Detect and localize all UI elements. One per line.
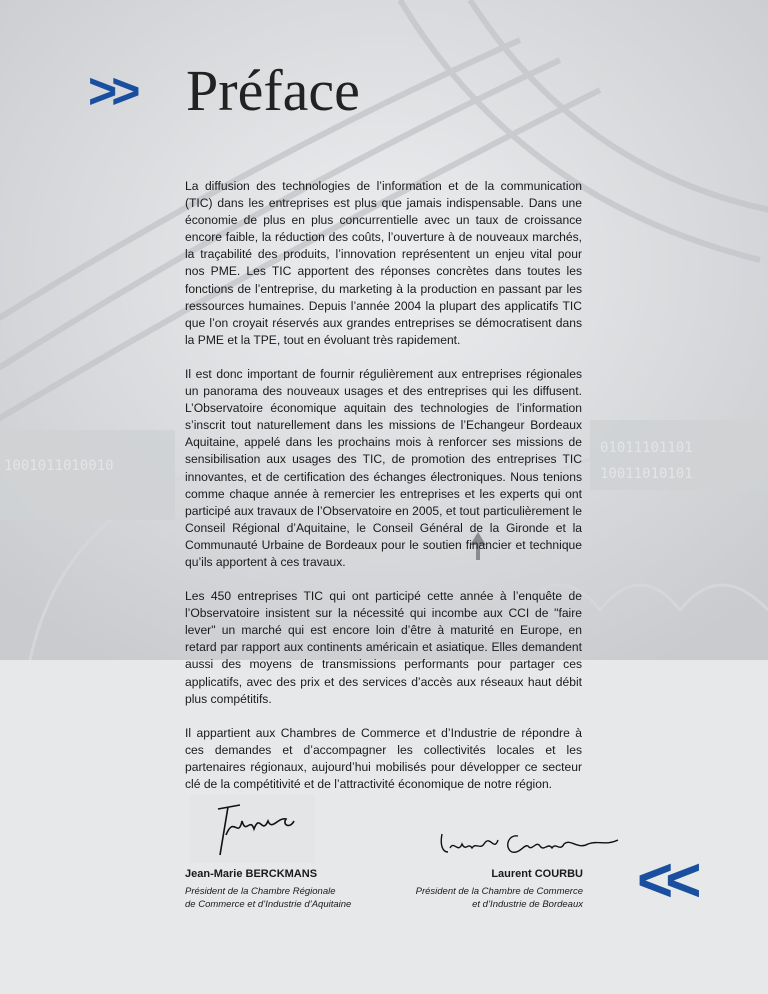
paragraph-3: Les 450 entreprises TIC qui ont participé cette année à l’enquête de l’Observatoire insistent sur la nécessité qui incombe aux CCI de "faire lever" un marché qui est encore loin d’être à maturité en Europe, en retard par rapport aux continents américain et asiatique. Elles demandent aussi des moyens de transmissions performants pour partager ces applicatifs, avec des prix et des services d’accès aux réseaux haut débit plus compétitifs.: [185, 589, 582, 706]
paragraph-2: Il est donc important de fournir régulièrement aux entreprises régionales un panorama des nouveaux usages et des entreprises qui les diffusent. L’Observatoire économique aquitain des technologies de l’information s’inscrit tout naturellement dans les missions de l’Echangeur Bordeaux Aquitaine, appelé dans les prochains mois à renforcer ses missions de sensibilisation aux usages des TIC, de promotion des entreprises TIC innovantes, et de certification des échanges électroniques. Nous tenions comme chaque année à remercier les entreprises et les experts qui ont participé aux travaux de l’Observatoire en 2005, et tout particulièrement le Conseil Régional d’Aquitaine, le Conseil Général de la Gironde et la Communauté Urbaine de Bordeaux pour le soutien financier et technique qu’ils apportent à ces travaux.: [185, 366, 582, 569]
paragraph-4: Il appartient aux Chambres de Commerce et d’Industrie de répondre à ces demandes et d’accompagner les collectivités locales et les partenaires régionaux, aujourd’hui mobilisés pour développer ce secteur clé de la compétitivité et de l’attractivité économique de notre région.: [185, 725, 582, 791]
preface-body: [185, 178, 582, 810]
signature-courbu: [438, 826, 623, 862]
svg-text:10011010101: 10011010101: [600, 466, 693, 482]
signatory-2-name: Laurent COURBU: [491, 868, 583, 880]
closing-chevrons: <<: [637, 846, 694, 915]
signatory-2-role-line2: et d’Industrie de Bordeaux: [472, 899, 583, 910]
signatory-1-role-line2: de Commerce et d’Industrie d’Aquitaine: [185, 899, 352, 910]
signatory-2-role-line1: Président de la Chambre de Commerce: [415, 886, 583, 897]
signatory-1-role: [185, 885, 385, 911]
paragraph-1: La diffusion des technologies de l’information et de la communication (TIC) dans les entreprises est plus que jamais indispensable. Dans une économie de plus en plus concurrentielle avec un taux de croissance encore faible, la réduction des coûts, l’ouverture à de nouveaux marchés, la traçabilité des produits, l’innovation représentent un enjeu vital pour nos PME. Les TIC apportent des réponses concrètes dans toutes les fonctions de l’entreprise, du marketing à la production en passant par les ressources humaines. Depuis l’année 2004 la plupart des applicatifs TIC que l’on croyait réservés aux grandes entreprises se démocratisent dans la PME et la TPE, tout en évoluant très rapidement.: [185, 179, 582, 347]
signatory-1-name: Jean-Marie BERCKMANS: [185, 868, 318, 880]
title-chevrons: >>: [88, 63, 135, 119]
svg-text:01011101101: 01011101101: [600, 440, 693, 456]
signatory-2-role: [393, 885, 583, 911]
signatory-1-role-line1: Président de la Chambre Régionale: [185, 886, 336, 897]
svg-text:1001011010010: 1001011010010: [4, 458, 114, 474]
page-title: Préface: [186, 58, 360, 123]
signature-berckmans: [190, 795, 315, 863]
